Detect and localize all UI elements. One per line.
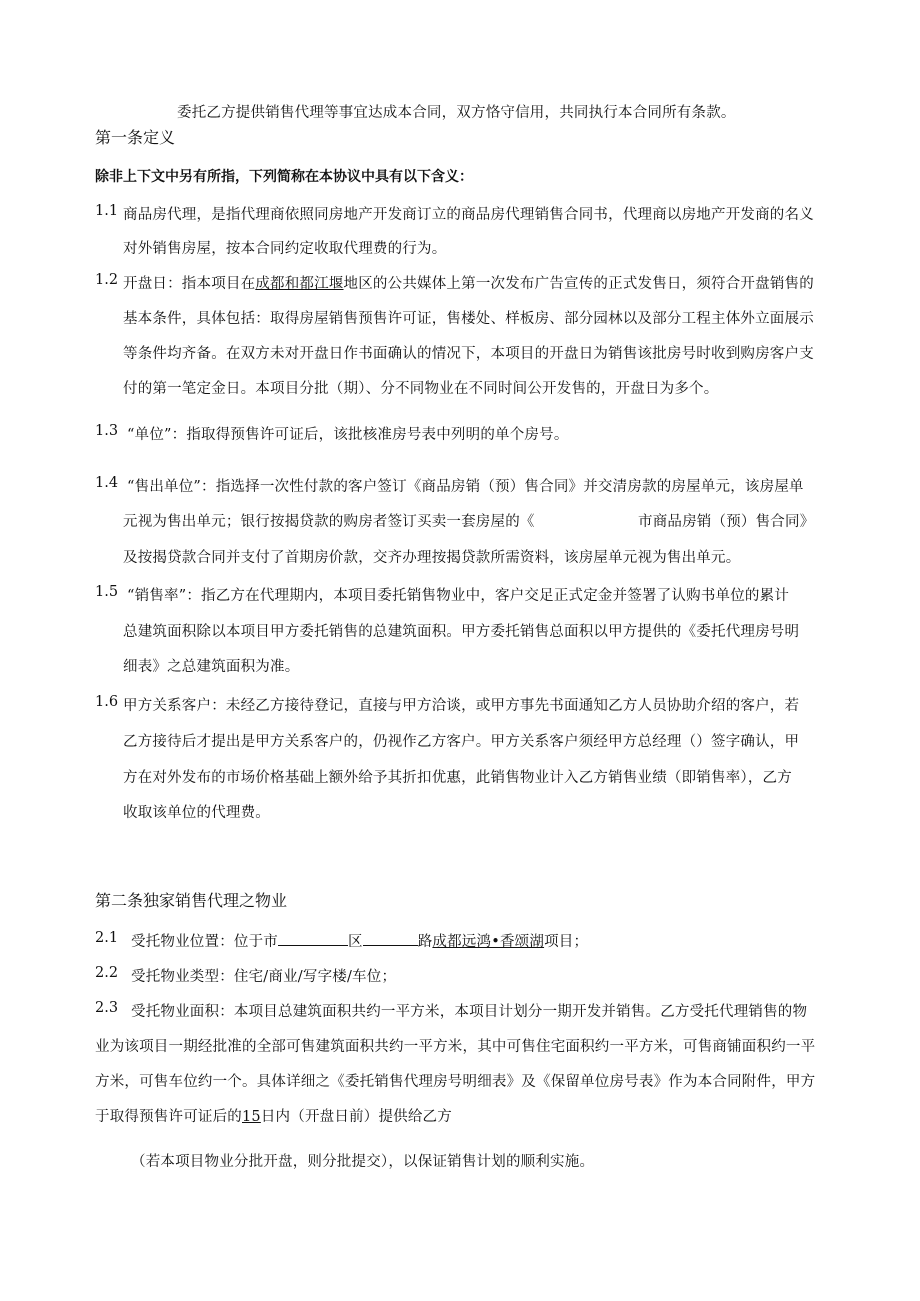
clause-1-4-line-2b: 市商品房销（预）售合同》 (638, 514, 815, 530)
clause-2-3-line-4: 于取得预售许可证后的15日内（开盘日前）提供给乙方 (95, 1109, 452, 1125)
clause-1-4-line-1: “售出单位”：指选择一次性付款的客户签订《商品房销（预）售合同》并交清房款的房屋单元，该房屋单 (127, 479, 804, 495)
article-2-title: 第二条独家销售代理之物业 (95, 891, 288, 910)
district-blank (363, 931, 418, 947)
clause-1-6-line-4: 收取该单位的代理费。 (123, 805, 270, 821)
clause-1-5-line-2: 总建筑面积除以本项目甲方委托销售的总建筑面积。甲方委托销售总面积以甲方提供的《委托代理房号明 (123, 624, 800, 640)
project-name-underlined: 成都远鸿•香颂湖 (432, 934, 545, 950)
clause-1-5-line-3: 细表》之总建筑面积为准。 (123, 659, 300, 675)
clause-number: 1.4 (95, 475, 119, 491)
clause-number: 1.6 (95, 694, 119, 710)
clause-number: 1.3 (95, 423, 119, 439)
clause-2-2-line-1: 受托物业类型：住宅/商业/写字楼/车位； (131, 969, 397, 985)
clause-1-6-line-1: 甲方关系客户：未经乙方接待登记，直接与甲方洽谈，或甲方事先书面通知乙方人员协助介绍的客户，若 (123, 698, 800, 714)
clause-number: 2.3 (95, 1000, 119, 1016)
clause-1-4-line-3: 及按揭贷款合同并支付了首期房价款，交齐办理按揭贷款所需资料，该房屋单元视为售出单元。 (123, 550, 741, 566)
clause-1-6-line-2: 乙方接待后才提出是甲方关系客户的，仍视作乙方客户。甲方关系客户须经甲方总经理（）签字确认，甲 (123, 734, 800, 750)
intro-line: 委托乙方提供销售代理等事宜达成本合同，双方恪守信用，共同执行本合同所有条款。 (177, 105, 736, 121)
clause-number: 2.1 (95, 930, 119, 946)
clause-2-3-line-3: 方米，可售车位约一个。具体详细之《委托销售代理房号明细表》及《保留单位房号表》作为本合同附件，甲方 (95, 1074, 816, 1090)
city-blank (278, 931, 348, 947)
article-1-title: 第一条定义 (95, 128, 176, 147)
clause-number: 1.5 (95, 584, 119, 600)
days-underlined: 15 (242, 1109, 261, 1125)
clause-2-1-line-1: 受托物业位置：位于市 区 路成都远鸿•香颂湖项目； (131, 930, 588, 951)
clause-1-2-line-1: 开盘日：指本项目在成都和都江堰地区的公共媒体上第一次发布广告宣传的正式发售日，须符合开盘销售的 (123, 276, 814, 292)
clause-2-3-line-5: （若本项目物业分批开盘，则分批提交），以保证销售计划的顺利实施。 (131, 1154, 595, 1170)
clause-1-1-line-1: 商品房代理，是指代理商依照同房地产开发商订立的商品房代理销售合同书，代理商以房地产开发商的名义 (123, 207, 814, 223)
clause-2-3-line-2: 业为该项目一期经批准的全部可售建筑面积共约一平方米，其中可售住宅面积约一平方米，可售商铺面积约一平 (95, 1039, 816, 1055)
clause-2-3-line-1: 受托物业面积：本项目总建筑面积共约一平方米，本项目计划分一期开发并销售。乙方受托代理销售的物 (131, 1004, 808, 1020)
clause-1-2-line-2: 基本条件，具体包括：取得房屋销售预售许可证，售楼处、样板房、部分园林以及部分工程主体外立面展示 (123, 311, 814, 327)
clause-1-3-line-1: “单位”：指取得预售许可证后，该批核准房号表中列明的单个房号。 (127, 427, 569, 443)
clause-1-5-line-1: “销售率”：指乙方在代理期内，本项目委托销售物业中，客户交足正式定金并签署了认购书单位的累计 (127, 588, 790, 604)
clause-1-2-line-4: 付的第一笔定金日。本项目分批（期）、分不同物业在不同时间公开发售的，开盘日为多个。 (123, 381, 719, 397)
clause-1-4-line-2a: 元视为售出单元；银行按揭贷款的购房者签订买卖一套房屋的《 (123, 514, 535, 530)
clause-1-6-line-3: 方在对外发布的市场价格基础上额外给予其折扣优惠，此销售物业计入乙方销售业绩（即销售率），乙方 (123, 770, 792, 786)
clause-number: 1.1 (95, 203, 119, 219)
clause-number: 2.2 (95, 965, 119, 981)
definitions-lead: 除非上下文中另有所指，下列简称在本协议中具有以下含义： (95, 169, 473, 185)
clause-1-1-line-2: 对外销售房屋，按本合同约定收取代理费的行为。 (123, 241, 447, 257)
clause-number: 1.2 (95, 272, 119, 288)
location-underlined: 成都和都江堰 (255, 276, 344, 292)
clause-1-2-line-3: 等条件均齐备。在双方未对开盘日作书面确认的情况下，本项目的开盘日为销售该批房号时收到购房客户支 (123, 346, 814, 362)
